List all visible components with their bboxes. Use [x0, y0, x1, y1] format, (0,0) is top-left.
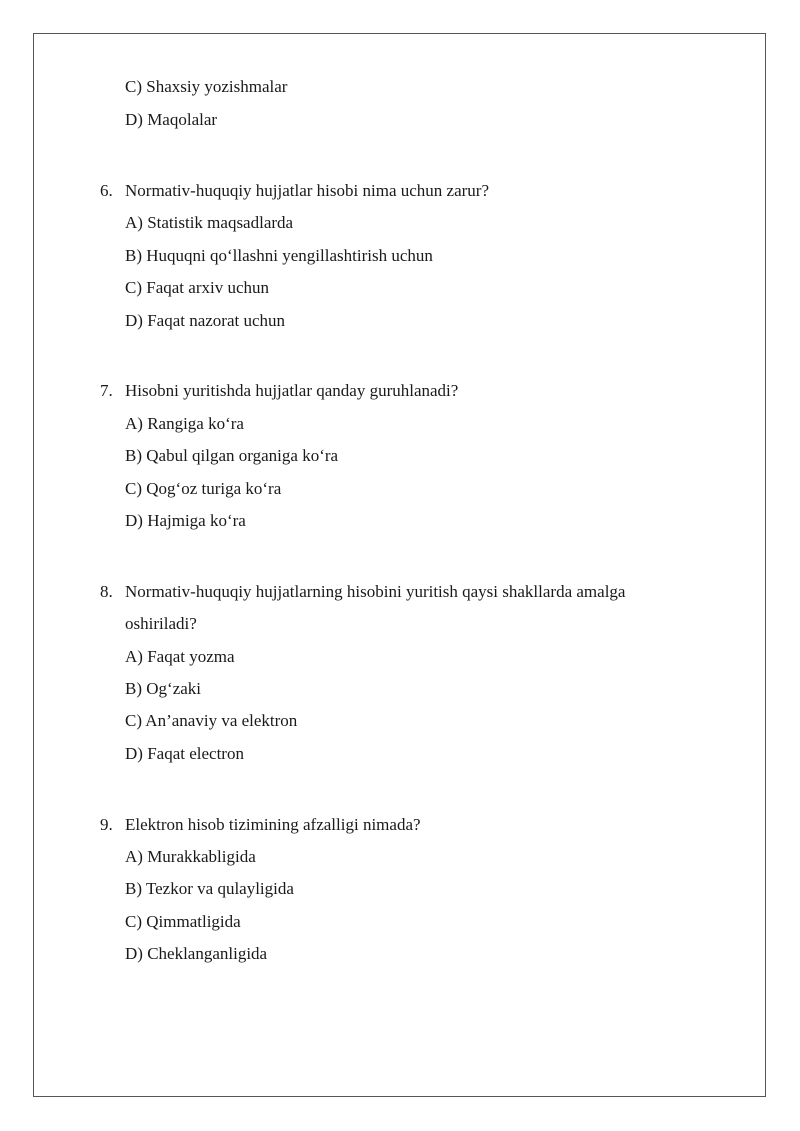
question-number: 6. — [100, 181, 113, 200]
option-d: D) Maqolalar — [125, 110, 218, 129]
option-c: C) Faqat arxiv uchun — [125, 278, 269, 297]
option-c: C) Qimmatligida — [125, 912, 241, 931]
option-a: A) Statistik maqsadlarda — [125, 213, 294, 232]
question-text: Normativ-huquqiy hujjatlarning hisobini yuritish qaysi shakllarda amalga — [125, 582, 626, 601]
option-a: A) Faqat yozma — [125, 647, 235, 666]
option-a: A) Rangiga ko‘ra — [125, 414, 244, 433]
option-d: D) Faqat nazorat uchun — [125, 311, 286, 330]
option-d: D) Hajmiga ko‘ra — [125, 511, 246, 530]
option-a: A) Murakkabligida — [125, 847, 256, 866]
question-number: 8. — [100, 582, 113, 601]
option-d: D) Cheklanganligida — [125, 944, 268, 963]
question-text: Hisobni yuritishda hujjatlar qanday guruhlanadi? — [125, 381, 459, 400]
option-d: D) Faqat electron — [125, 744, 244, 763]
question-text: Elektron hisob tizimining afzalligi nimada? — [125, 815, 421, 834]
option-c: C) Shaxsiy yozishmalar — [125, 77, 288, 96]
option-b: B) Qabul qilgan organiga ko‘ra — [125, 446, 339, 465]
question-number: 9. — [100, 815, 113, 834]
option-b: B) Og‘zaki — [125, 679, 202, 698]
question-text-continued: oshiriladi? — [125, 614, 197, 633]
question-number: 7. — [100, 381, 113, 400]
question-text: Normativ-huquqiy hujjatlar hisobi nima uchun zarur? — [125, 181, 489, 200]
option-c: C) An’anaviy va elektron — [125, 711, 298, 730]
option-b: B) Huquqni qo‘llashni yengillashtirish uchun — [125, 246, 433, 265]
option-b: B) Tezkor va qulayligida — [125, 879, 294, 898]
option-c: C) Qog‘oz turiga ko‘ra — [125, 479, 282, 498]
